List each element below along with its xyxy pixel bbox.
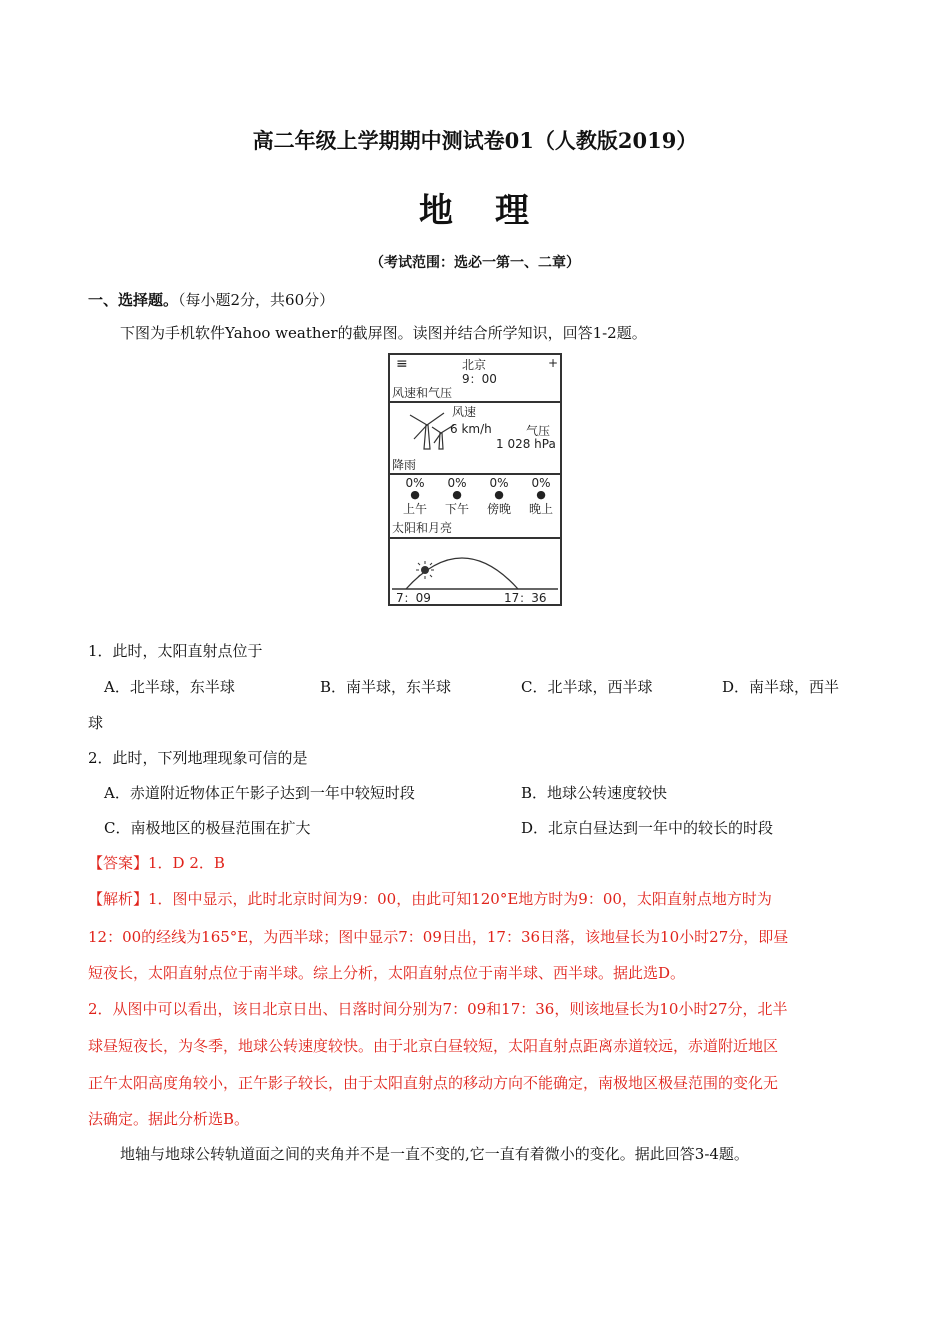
rain-period: 下午 [444,502,469,516]
analysis-line-2: 12：00的经线为165°E，为西半球；图中显示7：09日出，17：36日落，该地昼长为10小时27分，即昼 [88,928,789,946]
pressure-label: 气压 [526,424,551,438]
current-time: 9：00 [462,372,497,386]
sunrise-time: 7：09 [396,591,431,605]
q2-option-c: C．南极地区的极昼范围在扩大 [104,819,311,837]
raindrop-icon: ● [536,488,546,501]
analysis-line-7: 法确定。据此分析选B。 [88,1110,250,1128]
question-1-stem: 1．此时，太阳直射点位于 [88,642,263,660]
analysis-tag: 【解析】 [88,890,149,908]
raindrop-icon: ● [410,488,420,501]
rain-period: 傍晚 [486,502,511,516]
exam-title: 高二年级上学期期中测试卷01（人教版2019） [252,128,698,153]
sun-icon [416,561,434,579]
subject-char-1: 地 [419,191,455,231]
q1-option-d: D．南半球，西半 [722,678,840,696]
section-note: （每小题2分，共60分） [178,291,335,309]
rain-item-evening [484,476,514,517]
rain-pct: 0% [489,476,509,490]
weather-app-figure [388,353,562,606]
q1-option-a: A．北半球，东半球 [104,678,235,696]
rain-item-afternoon [442,476,472,517]
answer-tag: 【答案】 [88,854,149,872]
q1-option-c: C．北半球，西半球 [521,678,653,696]
raindrop-icon: ● [452,488,462,501]
sun-moon-section-label: 太阳和月亮 [392,521,453,535]
subject-heading [0,183,950,232]
analysis-line-6: 正午太阳高度角较小，正午影子较长，由于太阳直射点的移动方向不能确定，南极地区极昼范围的变化无 [88,1074,779,1092]
section-heading [88,289,334,310]
analysis-text: 1．图中显示，此时北京时间为9：00，由此可知120°E地方时为9：00，太阳直射点地方时为 [148,890,772,908]
wind-label: 风速 [452,405,477,419]
q2-option-a: A．赤道附近物体正午影子达到一年中较短时段 [104,784,415,802]
question-2-stem: 2．此时，下列地理现象可信的是 [88,749,308,767]
menu-icon: ≡ [396,356,408,372]
wind-value: 6 km/h [450,422,492,436]
rain-item-morning [400,476,430,517]
section-label: 一、选择题。 [88,291,179,309]
raindrop-icon: ● [494,488,504,501]
rain-pct: 0% [405,476,425,490]
analysis-line-5: 球昼短夜长，为冬季，地球公转速度较快。由于北京白昼较短，太阳直射点距离赤道较远，赤道附近地区 [88,1037,779,1055]
plus-icon: + [548,356,559,370]
answer-text: 1．D 2．B [148,854,225,872]
analysis-line-4: 2．从图中可以看出，该日北京日出、日落时间分别为7：09和17：36，则该地昼长为10小时27分，北半 [88,1000,788,1018]
subject-char-2: 理 [495,191,531,231]
analysis-line-1 [88,888,772,909]
next-question-intro: 地轴与地球公转轨道面之间的夹角并不是一直不变的,它一直有着微小的变化。据此回答3-4题。 [120,1145,749,1163]
rain-section-label: 降雨 [392,458,417,472]
pressure-value: 1 028 hPa [496,437,556,451]
q2-option-b: B．地球公转速度较快 [521,784,668,802]
analysis-line-3: 短夜长，太阳直射点位于南半球。综上分析，太阳直射点位于南半球、西半球。据此选D。 [88,964,686,982]
wind-section-label: 风速和气压 [392,386,453,400]
rain-pct: 0% [531,476,551,490]
q1-option-d-wrap: 球 [88,714,104,732]
question-intro: 下图为手机软件Yahoo weather的截屏图。读图并结合所学知识，回答1-2题。 [120,324,647,342]
city-name: 北京 [462,358,487,372]
exam-range: （考试范围：选必一第一、二章） [370,255,580,271]
rain-period: 上午 [402,502,427,516]
rain-pct: 0% [447,476,467,490]
q1-option-b: B．南半球，东半球 [320,678,452,696]
answer-line [88,852,225,873]
q2-option-d: D．北京白昼达到一年中的较长的时段 [521,819,774,837]
rain-period: 晚上 [528,502,553,516]
sunset-time: 17：36 [504,591,547,605]
rain-item-night [526,476,556,517]
